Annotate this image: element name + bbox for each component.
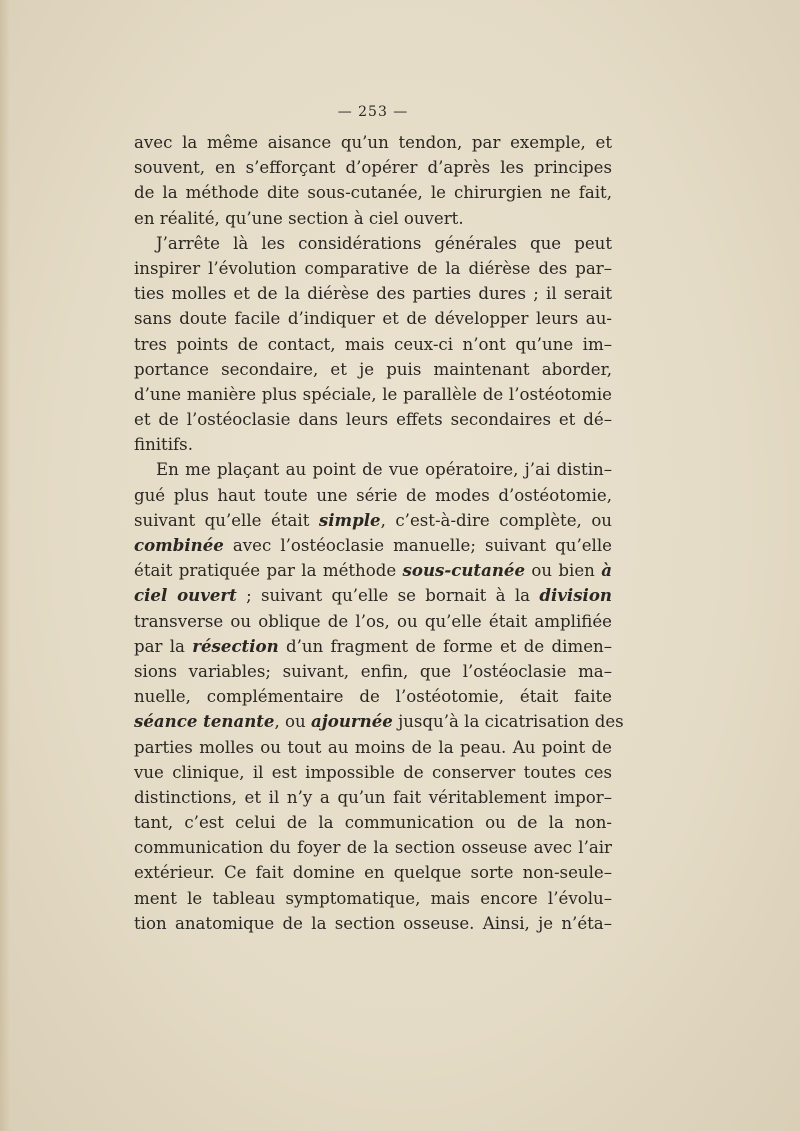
- text-run: d’un fragment de forme et de dimen–: [278, 636, 612, 656]
- italic-term: combinée: [134, 535, 224, 555]
- text-line: [134, 508, 612, 533]
- text-line: gué plus haut toute une série de modes d’ostéotomie,: [134, 485, 612, 505]
- page-fold-shadow: [0, 0, 10, 1131]
- text-line: sions variables; suivant, enfin, que l’ostéoclasie ma–: [134, 661, 612, 681]
- text-line: communication du foyer de la section osseuse avec l’air: [134, 838, 612, 858]
- italic-term: ajournée: [311, 711, 393, 732]
- text-line: et de l’ostéoclasie dans leurs effets secondaires et dé–: [134, 410, 612, 430]
- text-line: d’une manière plus spéciale, le parallèle de l’ostéotomie: [134, 384, 612, 404]
- text-run: suivant qu’elle était: [134, 510, 319, 530]
- text-line: En me plaçant au point de vue opératoire, j’ai distin–: [156, 460, 612, 480]
- text-line: tres points de contact, mais ceux-ci n’ont qu’une im–: [134, 334, 612, 354]
- text-line: [134, 709, 624, 734]
- italic-term: séance tenante: [134, 711, 275, 732]
- text-line: extérieur. Ce fait domine en quelque sorte non-seule–: [134, 863, 612, 883]
- italic-term: à: [601, 560, 612, 581]
- italic-term: simple: [318, 509, 381, 530]
- text-run: jusqu’à la cicatrisation des: [392, 712, 624, 732]
- italic-term: sous-cutanée: [402, 560, 526, 581]
- text-line: transverse ou oblique de l’os, ou qu’elle était amplifiée: [134, 611, 612, 631]
- text-line: distinctions, et il n’y a qu’un fait véritablement impor–: [134, 787, 612, 807]
- text-line: inspirer l’évolution comparative de la diérèse des par–: [134, 258, 612, 278]
- text-line: portance secondaire, et je puis maintenant aborder,: [134, 359, 612, 379]
- body-text: [134, 130, 624, 936]
- text-run: ou bien: [525, 561, 602, 581]
- text-line: ties molles et de la diérèse des parties dures ; il serait: [134, 284, 612, 304]
- text-line: tant, c’est celui de la communication ou de la non-: [134, 813, 612, 833]
- text-line: vue clinique, il est impossible de conserver toutes ces: [134, 762, 612, 782]
- text-line: souvent, en s’efforçant d’opérer d’après les principes: [134, 158, 612, 178]
- text-line: finitifs.: [134, 435, 193, 455]
- italic-term: ciel ouvert: [134, 585, 237, 606]
- italic-term: résection: [192, 635, 279, 656]
- text-run: avec l’ostéoclasie manuelle; suivant qu’elle: [223, 536, 612, 555]
- text-line: parties molles ou tout au moins de la peau. Au point de: [134, 737, 612, 757]
- text-line: [134, 558, 612, 583]
- text-line: [134, 583, 612, 608]
- text-run: était pratiquée par la méthode: [134, 561, 403, 581]
- text-run: , ou: [274, 712, 311, 732]
- text-line: de la méthode dite sous-cutanée, le chirurgien ne fait,: [134, 183, 612, 203]
- text-line: [134, 533, 612, 558]
- text-run: , c’est-à-dire complète, ou: [380, 510, 612, 530]
- text-line: tion anatomique de la section osseuse. Ainsi, je n’éta–: [134, 913, 612, 933]
- page-number: — 253 —: [337, 104, 409, 120]
- text-line: ment le tableau symptomatique, mais encore l’évolu–: [134, 888, 612, 908]
- italic-term: division: [539, 585, 612, 606]
- text-line: avec la même aisance qu’un tendon, par exemple, et: [134, 133, 612, 152]
- text-line: sans doute facile d’indiquer et de développer leurs au-: [134, 309, 612, 329]
- text-run: ; suivant qu’elle se bornait à la: [236, 586, 540, 606]
- text-run: par la: [134, 636, 193, 656]
- text-line: en réalité, qu’une section à ciel ouvert.: [134, 208, 464, 228]
- text-line: J’arrête là les considérations générales que peut: [156, 233, 612, 253]
- text-line: nuelle, complémentaire de l’ostéotomie, était faite: [134, 687, 612, 707]
- text-line: [134, 634, 612, 659]
